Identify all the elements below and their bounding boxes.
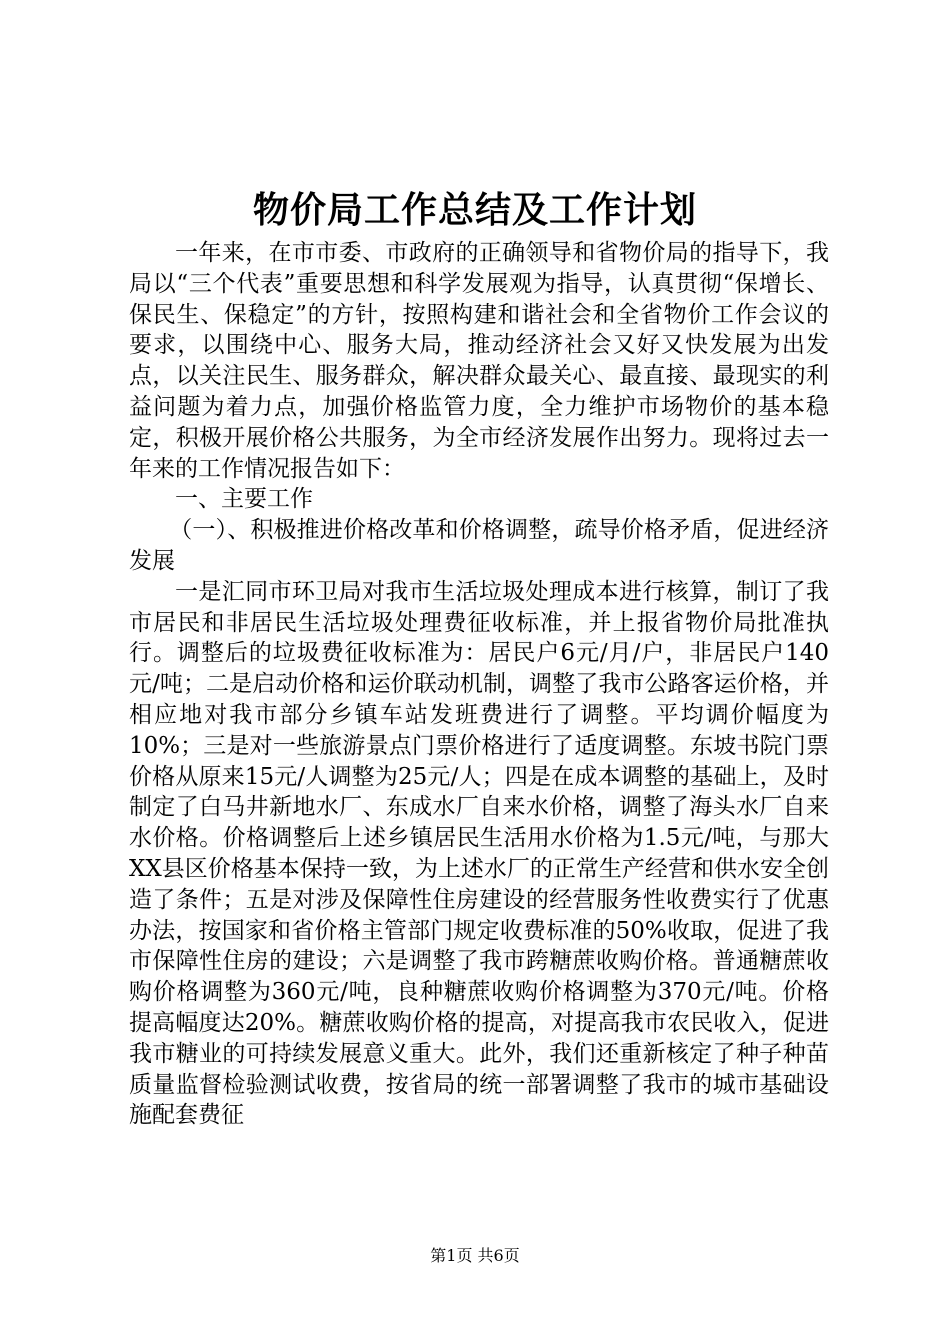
document-title: 物价局工作总结及工作计划 [252, 189, 697, 231]
paragraph-price-adjustments: 一是汇同市环卫局对我市生活垃圾处理成本进行核算，制订了我市居民和非居民生活垃圾处理费征收标准，并上报省物价局批准执行。调整后的垃圾费征收标准为：居民户6元/月/户，非居民户140元/吨；二是启动价格和运价联动机制，调整了我市公路客运价格，并相应地对我市部分乡镇车站发班费进行了调整。平均调价幅度为10%；三是对一些旅游景点门票价格进行了适度调整。东坡书院门票价格从原来15元/人调整为25元/人；四是在成本调整的基础上，及时制定了白马井新地水厂、东成水厂自来水价格，调整了海头水厂自来水价格。价格调整后上述乡镇居民生活用水价格为1.5元/吨，与那大XX县区价格基本保持一致，为上述水厂的正常生产经营和供水安全创造了条件；五是对涉及保障性住房建设的经营服务性收费实行了优惠办法，按国家和省价格主管部门规定收费标准的50%收取，促进了我市保障性住房的建设；六是调整了我市跨糖蔗收购价格。普通糖蔗收购价格调整为360元/吨，良种糖蔗收购价格调整为370元/吨。价格提高幅度达20%。糖蔗收购价格的提高，对提高我市农民收入，促进我市糖业的可持续发展意义重大。此外，我们还重新核定了种子种苗质量监督检验测试收费，按省局的统一部署调整了我市的城市基础设施配套费征 [129, 578, 829, 1129]
section-heading: 一、主要工作 [175, 486, 313, 513]
document-body [129, 238, 829, 1131]
page-number: 第1页 共6页 [430, 1246, 520, 1265]
paragraph-intro: 一年来，在市市委、市政府的正确领导和省物价局的指导下，我局以“三个代表”重要思想和科学发展观为指导，认真贯彻“保增长、保民生、保稳定”的方针，按照构建和谐社会和全省物价工作会议的要求，以围绕中心、服务大局，推动经济社会又好又快发展为出发点，以关注民生、服务群众，解决群众最关心、最直接、最现实的利益问题为着力点，加强价格监管力度，全力维护市场物价的基本稳定，积极开展价格公共服务，为全市经济发展作出努力。现将过去一年来的工作情况报告如下： [129, 240, 829, 482]
subsection-heading: （一）、积极推进价格改革和价格调整，疏导价格矛盾，促进经济发展 [129, 517, 829, 574]
